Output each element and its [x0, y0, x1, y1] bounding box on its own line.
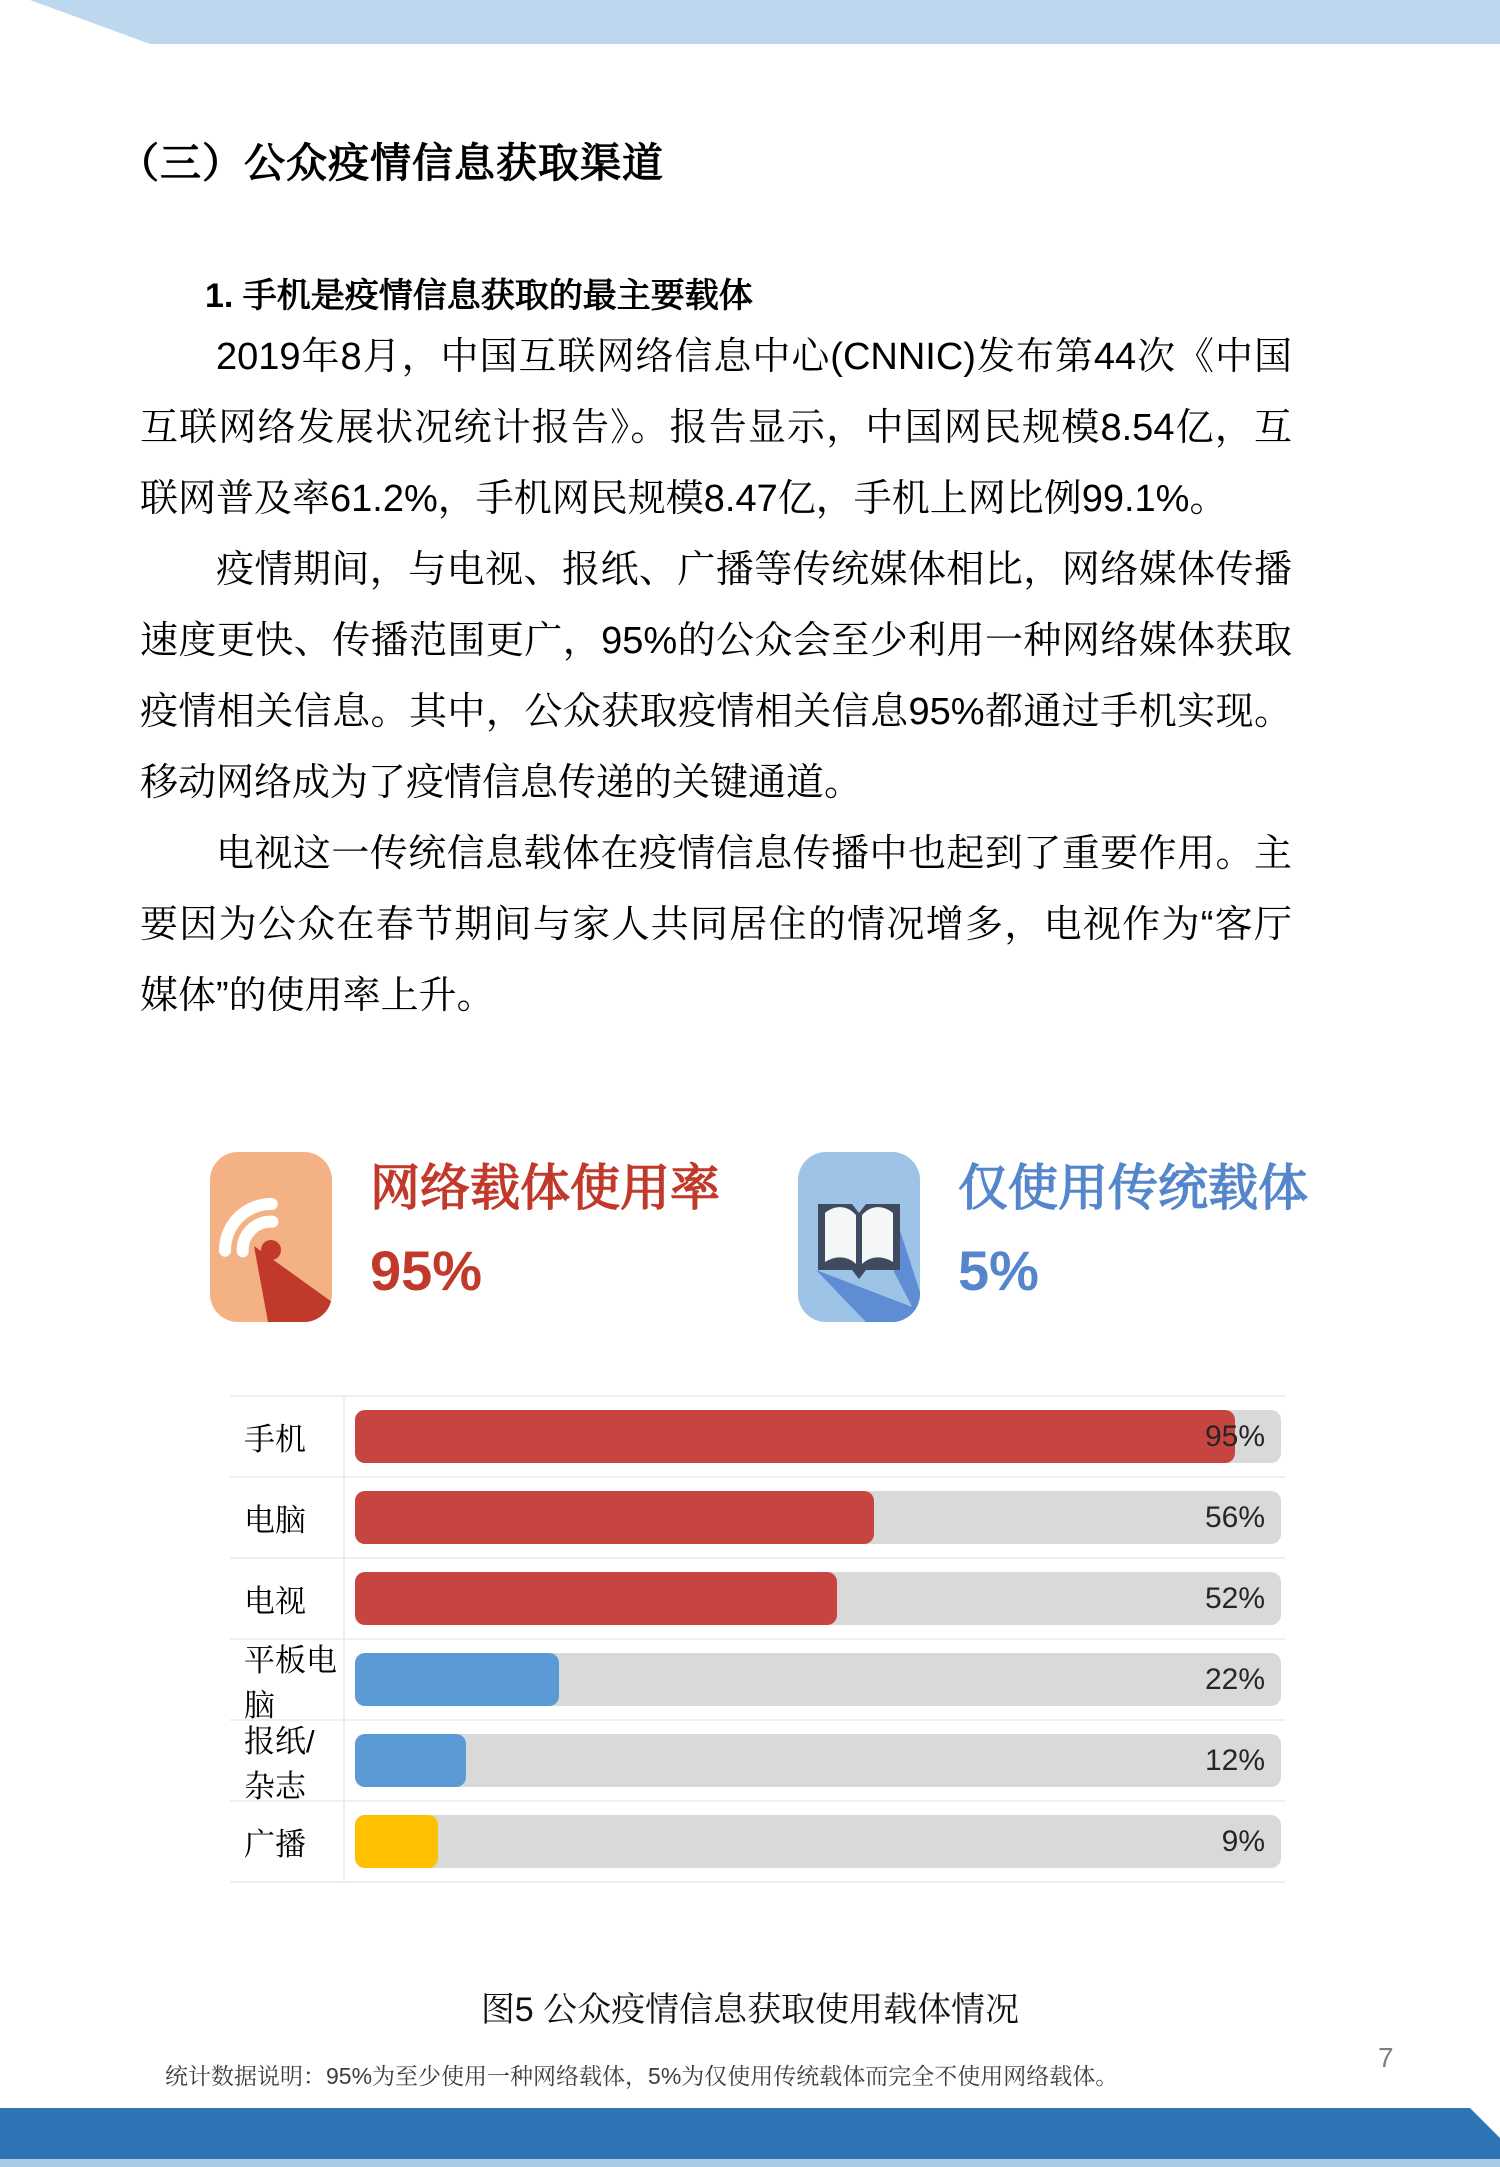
- bottom-decorative-strip: [0, 2159, 1500, 2167]
- paragraph-3: 电视这一传统信息载体在疫情信息传播中也起到了重要作用。主要因为公众在春节期间与家人共同居住的情况增多，电视作为“客厅媒体”的使用率上升。: [140, 833, 1292, 1017]
- chart-row-tablet: [230, 1640, 1285, 1721]
- bar-fill: [355, 1491, 874, 1544]
- stat-network-usage: [210, 1152, 720, 1322]
- subsection-heading: 1. 手机是疫情信息获取的最主要载体: [205, 277, 753, 315]
- category-label: 广播: [230, 1802, 345, 1881]
- chart-row-newspaper: [230, 1721, 1285, 1802]
- bar-fill: [355, 1410, 1235, 1463]
- paragraph-1: 2019年8月，中国互联网络信息中心(CNNIC)发布第44次《中国互联网络发展状况统计报告》。报告显示，中国网民规模8.54亿，互联网普及率61.2%，手机网民规模8.47亿，手机上网比例99.1%。: [140, 336, 1292, 520]
- bar-track: [355, 1410, 1281, 1463]
- bar-fill: [355, 1572, 837, 1625]
- category-label: 报纸/杂志: [230, 1721, 345, 1800]
- chart-row-computer: [230, 1478, 1285, 1559]
- stat-network-value: 95%: [370, 1238, 483, 1302]
- category-label: 电视: [230, 1559, 345, 1638]
- section-heading: （三）公众疫情信息获取渠道: [118, 140, 664, 186]
- bar-track: [355, 1734, 1281, 1787]
- page-number: 7: [1378, 2042, 1394, 2073]
- open-book-icon: [798, 1152, 920, 1322]
- bar-value: 9%: [1221, 1824, 1265, 1858]
- stat-text: [370, 1152, 720, 1301]
- paragraph-2: 疫情期间，与电视、报纸、广播等传统媒体相比，网络媒体传播速度更快、传播范围更广，95%的公众会至少利用一种网络媒体获取疫情相关信息。其中，公众获取疫情相关信息95%都通过手机实现。移动网络成为了疫情信息传递的关键通道。: [140, 549, 1292, 804]
- bar-track: [355, 1815, 1281, 1868]
- bar-track: [355, 1572, 1281, 1625]
- bar-cell: [345, 1815, 1285, 1868]
- bar-value: 95%: [1204, 1419, 1265, 1453]
- bar-value: 52%: [1204, 1581, 1265, 1615]
- stat-network-label: 网络载体使用率: [370, 1160, 720, 1216]
- bar-fill: [355, 1653, 559, 1706]
- chart-row-mobile: [230, 1397, 1285, 1478]
- bar-value: 12%: [1204, 1743, 1265, 1777]
- stat-traditional-only: [798, 1152, 1308, 1322]
- stat-text: [958, 1152, 1308, 1301]
- stat-traditional-label: 仅使用传统载体: [958, 1160, 1308, 1216]
- bar-value: 22%: [1204, 1662, 1265, 1696]
- bar-cell: [345, 1491, 1285, 1544]
- bar-cell: [345, 1410, 1285, 1463]
- wifi-icon: [210, 1152, 332, 1322]
- bar-value: 56%: [1204, 1500, 1265, 1534]
- body-text: [140, 322, 1292, 1032]
- category-label: 平板电脑: [230, 1640, 345, 1719]
- bar-cell: [345, 1734, 1285, 1787]
- bar-track: [355, 1491, 1281, 1544]
- bar-cell: [345, 1572, 1285, 1625]
- chart-row-tv: [230, 1559, 1285, 1640]
- chart-row-radio: [230, 1802, 1285, 1883]
- footnote: 统计数据说明：95%为至少使用一种网络载体，5%为仅使用传统载体而完全不使用网络载体。: [165, 2063, 1119, 2089]
- media-usage-bar-chart: [230, 1395, 1285, 1883]
- category-label: 电脑: [230, 1478, 345, 1557]
- stat-traditional-value: 5%: [958, 1238, 1039, 1302]
- category-label: 手机: [230, 1397, 345, 1476]
- bar-cell: [345, 1653, 1285, 1706]
- bar-fill: [355, 1815, 438, 1868]
- top-decorative-band: [0, 0, 1500, 44]
- bar-fill: [355, 1734, 466, 1787]
- figure-caption: 图5 公众疫情信息获取使用载体情况: [480, 1991, 1020, 2029]
- bar-track: [355, 1653, 1281, 1706]
- bottom-decorative-band: [0, 2108, 1500, 2160]
